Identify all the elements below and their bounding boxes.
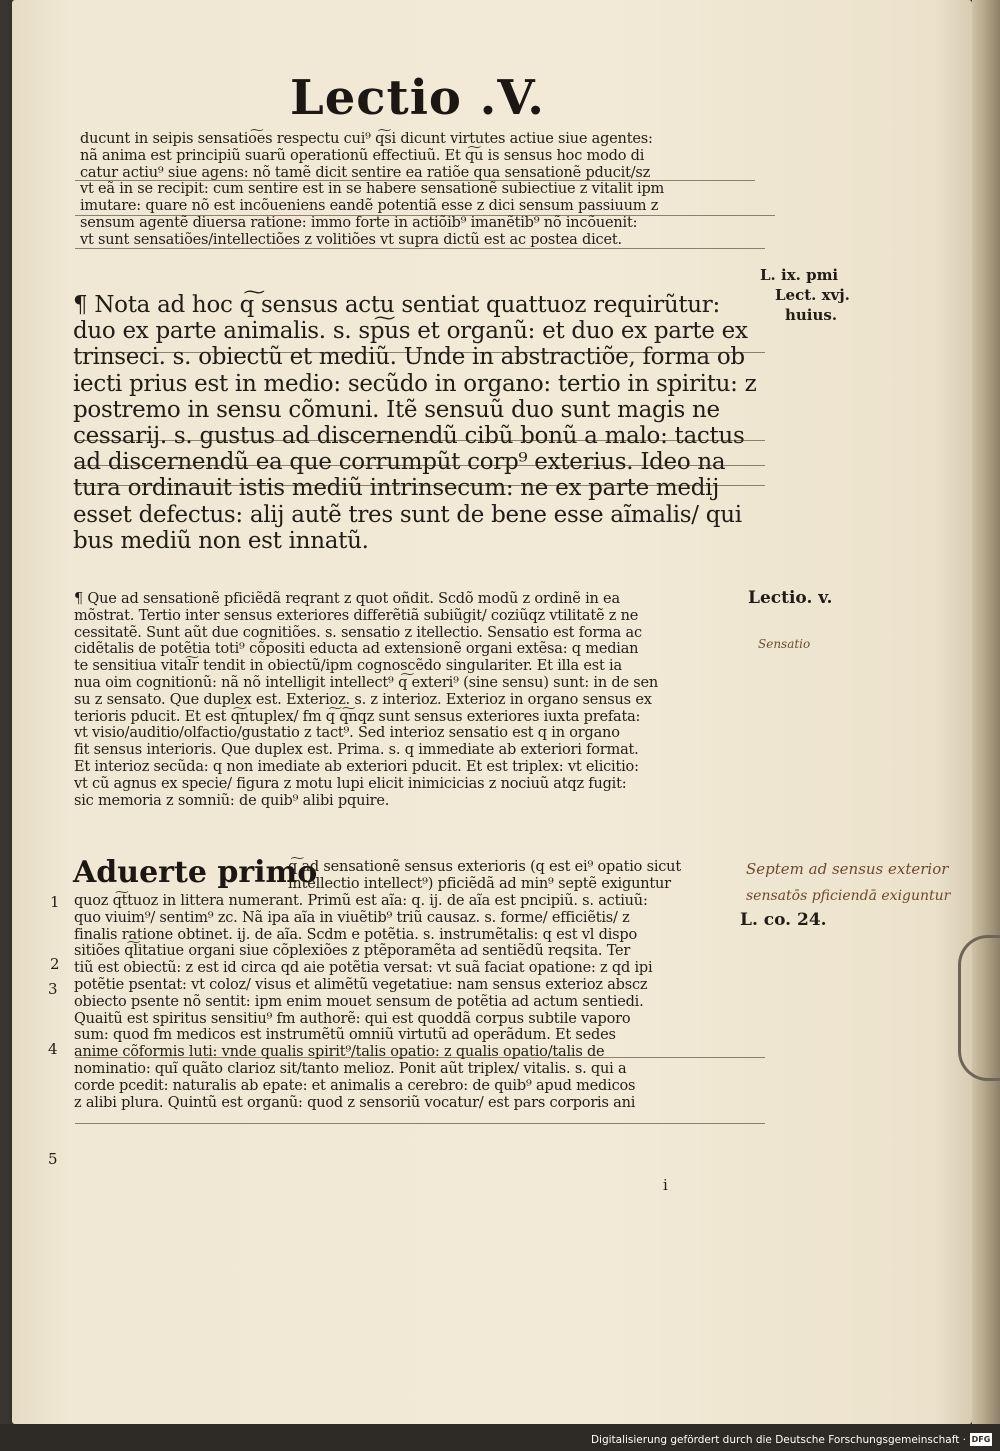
page-heading: Lectio .V. xyxy=(290,70,545,126)
text-line: tura ordinauit istis mediũ intrinsecum: ne ex parte medij xyxy=(73,475,720,502)
ink-underline xyxy=(75,485,765,486)
text-line: esset defectus: alij autẽ tres sunt de bene esse aĩmalis/ qui xyxy=(73,501,742,528)
margin-note-reference: L. ix. pmi xyxy=(760,266,839,284)
text-line: tiũ est obiectũ: z est id circa qd aie potẽtia versat: vt suã faciat opatione: z qd ipi xyxy=(74,960,653,977)
text-line: te sensitiua vital͠r tendit in obiectũ/ipm cognoscẽdo singulariter. Et illa est ia xyxy=(74,658,622,675)
text-line: vt cũ agnus ex specie/ figura z motu lupi elicit inimicicias z nociuũ atqz fugit: xyxy=(74,775,627,792)
text-line: sic memoria z somniũ: de quib⁹ alibi pquire. xyxy=(74,792,390,809)
dfg-logo: DFG xyxy=(971,1435,991,1444)
text-line: sum: quod fm medicos est instrumẽtũ omniũ virtutũ ad operãdum. Et sedes xyxy=(74,1027,616,1044)
ink-underline xyxy=(75,352,765,353)
handwritten-note-septem: Septem ad sensus exterior xyxy=(746,860,949,878)
paragraph-4-intro xyxy=(288,859,748,893)
text-line: imutare: quare nõ est incõueniens eandẽ potentiã esse z dici sensum passiuum z xyxy=(80,198,659,215)
text-line: finalis ratione obtinet. ij. de aĩa. Scdm e potẽtia. s. instrumẽtalis: q est vl dispo xyxy=(74,926,638,943)
text-line: vt sunt sensatiões/intellectiões z volitiões vt supra dictũ est ac postea dicet. xyxy=(80,231,622,248)
line-number: 1 xyxy=(50,893,60,911)
text-line: mõstrat. Tertio inter sensus exteriores differẽtiã subiũgit/ coziũqz vtilitatẽ z ne xyxy=(74,607,639,624)
text-line: cidẽtalis de potẽtia toti⁹ cõpositi educta ad extensionẽ organi extẽsa: q median xyxy=(74,641,639,658)
margin-note-reference: Lect. xvj. xyxy=(775,286,850,304)
book-clasp xyxy=(958,935,1000,1081)
page-edge xyxy=(972,0,1000,1424)
margin-note-reference: huius. xyxy=(785,306,838,324)
text-line: terioris pducit. Et est q͠ntuplex/ fm q͠ q͠nqz sunt sensus exteriores iuxta prefata: xyxy=(74,708,641,725)
catchword: i xyxy=(663,1176,668,1194)
text-line: potẽtie psentat: vt coloz/ visus et alimẽtũ vegetatiue: nam sensus exterioz abscz xyxy=(74,976,648,993)
text-line: fit sensus interioris. Que duplex est. Prima. s. q immediate ab exteriori format. xyxy=(74,742,639,759)
text-line: cessitatẽ. Sunt aũt due cognitiões. s. sensatio z itellectio. Sensatio est forma ac xyxy=(74,624,642,641)
line-number: 2 xyxy=(50,955,60,973)
text-line: quoz q͠ttuoz in littera numerant. Primũ est aĩa: q. ij. de aĩa est pncipiũ. s. actiuũ: xyxy=(74,893,648,909)
ink-underline xyxy=(75,1057,765,1058)
text-line: sensum agentẽ diuersa ratione: immo forte in actiõib⁹ imanẽtib⁹ nõ incõuenit: xyxy=(80,214,638,231)
text-line: trinseci. s. obiectũ et mediũ. Unde in abstractiõe, forma ob xyxy=(73,344,745,371)
margin-note-lectio: Lectio. v. xyxy=(748,588,833,608)
text-line: ¶ Nota ad hoc q͠ sensus actu sentiat quattuoz requirũtur: xyxy=(73,292,720,318)
ink-underline xyxy=(75,1123,765,1124)
text-line: duo ex parte animalis. s. sp͠us et organũ: et duo ex parte ex xyxy=(73,318,748,345)
text-line: ¶ Que ad sensationẽ pficiẽdã reqrant z quot oñdit. Scdõ modũ z ordinẽ in ea xyxy=(74,591,620,607)
text-line: nominatio: quĩ quãto clarioz sit/tanto melioz. Ponit aũt triplex/ vitalis. s. qui a xyxy=(74,1060,627,1077)
text-line: nua oim cognitionũ: nã nõ intelligit intellect⁹ q͠ exteri⁹ (sine sensu) sunt: in de sen xyxy=(74,674,659,691)
paragraph-1 xyxy=(80,131,750,249)
text-line: intellectio intellect⁹) pficiẽdã ad min⁹ septẽ exiguntur xyxy=(288,875,671,892)
text-line: catur actiu⁹ siue agens: nõ tamẽ dicit sentire ea ratiõe qua sensationẽ pducit/sz xyxy=(80,164,651,181)
paragraph-3 xyxy=(74,591,754,809)
line-number: 5 xyxy=(48,1150,58,1168)
ink-underline xyxy=(75,465,765,466)
ink-underline xyxy=(75,180,755,181)
text-line: quo viuim⁹/ sentim⁹ zc. Nã ipa aĩa in viuẽtib⁹ triũ causaz. s. forme/ efficiẽtis/ z xyxy=(74,909,630,926)
text-line: nã anima est principiũ suarũ operationũ effectiuũ. Et q͠u is sensus hoc modo di xyxy=(80,147,645,164)
text-line: postremo in sensu cõmuni. Itẽ sensuũ duo sunt magis ne xyxy=(73,396,720,423)
line-number: 3 xyxy=(48,980,58,998)
text-line: q͠ ad sensationẽ sensus exterioris (q est ei⁹ opatio sicut xyxy=(288,859,681,875)
text-line: cessarij. s. gustus ad discernendũ cibũ bonũ a malo: tactus xyxy=(73,423,745,450)
line-number: 4 xyxy=(48,1040,58,1058)
footer-credit: Digitalisierung gefördert durch die Deutsche Forschungsgemeinschaft · xyxy=(590,1434,966,1446)
text-line: Quaitũ est spiritus sensitiu⁹ fm authorẽ: qui est quoddã corpus subtile vaporo xyxy=(74,1010,631,1027)
adverte-heading: Aduerte primo xyxy=(73,855,318,890)
text-line: ducunt in seipis sensatio͠es respectu cui⁹ q͠si dicunt virtutes actiue siue agentes: xyxy=(80,131,653,147)
text-line: ad discernendũ ea que corrumpũt corp⁹ exterius. Ideo na xyxy=(73,449,726,476)
margin-note-commentum: L. co. 24. xyxy=(740,910,827,930)
text-line: vt visio/auditio/olfactio/gustatio z tact⁹. Sed interioz sensatio est q in organo xyxy=(74,725,620,742)
text-line: su z sensato. Que duplex est. Exterioz. s. z interioz. Exterioz in organo sensus ex xyxy=(74,691,652,708)
handwritten-note-sensatio: Sensatio xyxy=(758,637,811,651)
paragraph-2 xyxy=(73,292,763,554)
text-line: sitiões q͠litatiue organi siue cõplexiões z ptẽporamẽta ad sentiẽdũ reqsita. Ter xyxy=(74,943,631,960)
handwritten-note-septem: sensatōs pficiendā exiguntur xyxy=(746,888,951,904)
ink-underline xyxy=(75,248,765,249)
text-line: corde pcedit: naturalis ab epate: et animalis a cerebro: de quib⁹ apud medicos xyxy=(74,1077,636,1094)
paragraph-4 xyxy=(74,893,754,1111)
text-line: obiecto psente nõ sentit: ipm enim mouet sensum de potẽtia ad actum sentiedi. xyxy=(74,993,644,1010)
text-line: anime cõformis luti: vnde qualis spirit⁹/talis opatio: z qualis opatio/talis de xyxy=(74,1044,605,1061)
text-line: z alibi plura. Quintũ est organũ: quod z sensoriũ vocatur/ est pars corporis ani xyxy=(74,1094,636,1111)
text-line: Et interioz secũda: q non imediate ab exteriori pducit. Et est triplex: vt elicitio: xyxy=(74,758,639,775)
ink-underline xyxy=(75,215,775,216)
ink-underline xyxy=(75,440,765,441)
text-line: vt eã in se recipit: cum sentire est in se habere sensationẽ subiectiue z vitalit ipm xyxy=(80,181,665,198)
text-line: bus mediũ non est innatũ. xyxy=(73,527,369,554)
text-line: iecti prius est in medio: secũdo in organo: tertio in spiritu: z xyxy=(73,370,757,397)
